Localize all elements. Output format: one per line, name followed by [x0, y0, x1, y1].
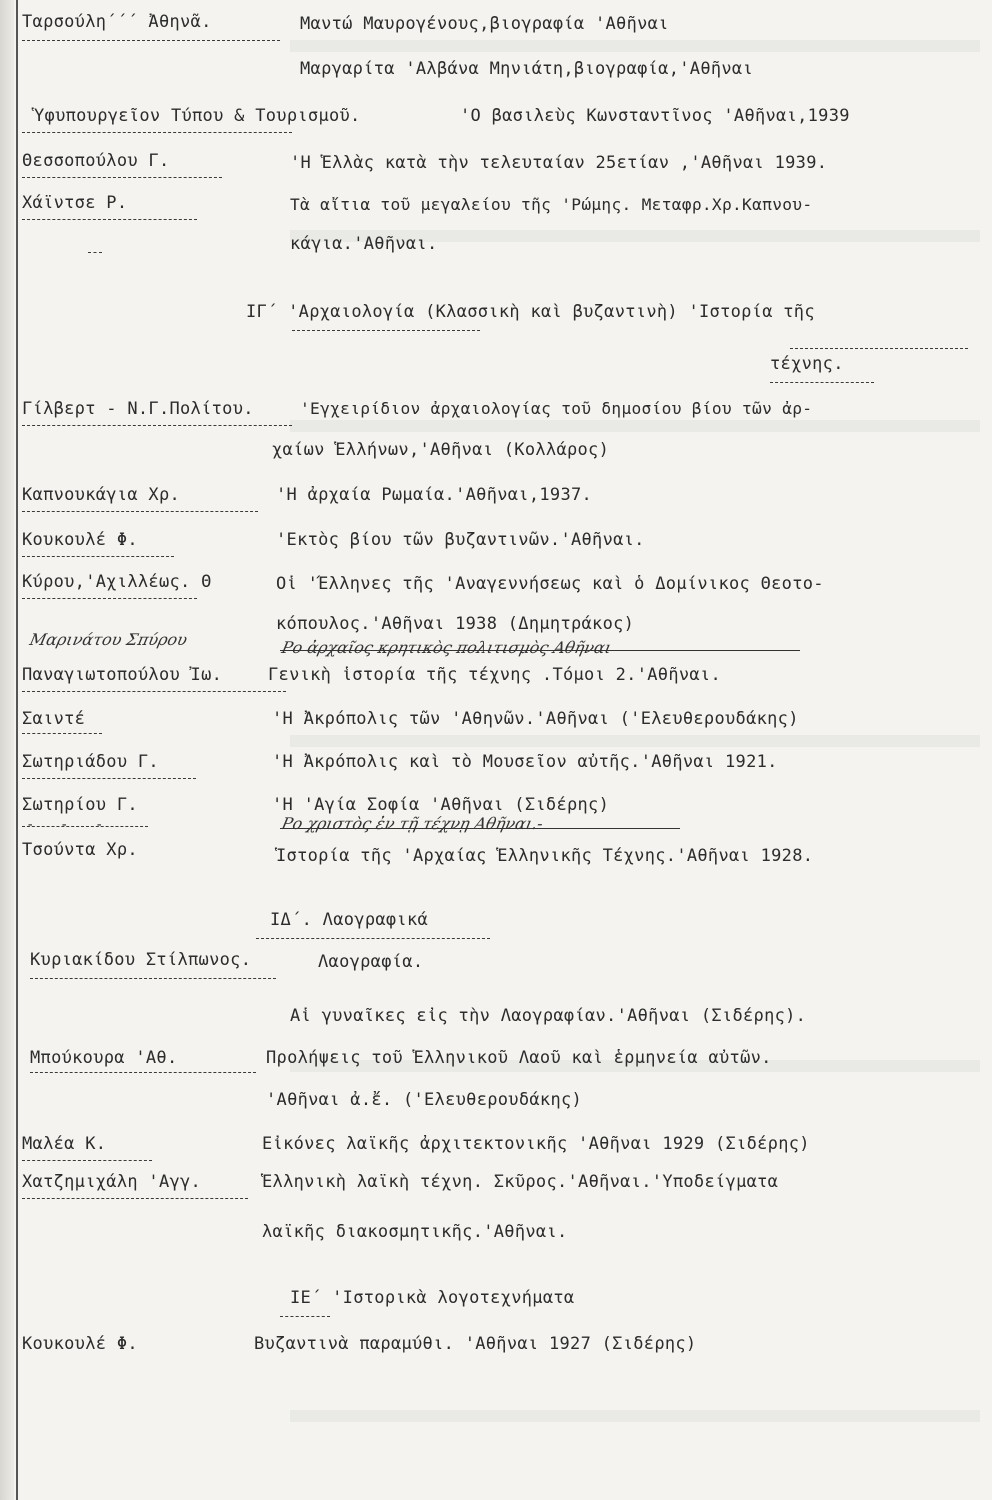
entry-title: Αἱ γυναῖκες εἰς τὴν Λαογραφίαν.'Αθῆναι (Σιδέρης). — [290, 1006, 807, 1026]
entry-title: Ἱστορία τῆς 'Αρχαίας Ἑλληνικῆς Τέχνης.'Αθῆναι 1928. — [276, 846, 814, 866]
entry-author: Γίλβερτ - Ν.Γ.Πολίτου. — [22, 399, 254, 419]
author-underline — [22, 511, 258, 512]
author-underline — [22, 132, 292, 133]
entry-title: 'Η 'Αγία Σοφία 'Αθῆναι (Σιδέρης) — [272, 795, 610, 815]
entry-title: 'Η Ἀκρόπολις καὶ τὸ Μουσεῖον αὐτῆς.'Αθῆναι 1921. — [272, 752, 778, 772]
entry-title: 'Εκτὸς βίου τῶν βυζαντινῶν.'Αθῆναι. — [276, 530, 645, 550]
entry-title: Γενικὴ ἱστορία τῆς τέχνης .Τόμοι 2.'Αθῆναι. — [268, 665, 721, 685]
section-heading: τέχνης. — [770, 354, 844, 374]
entry-author: Σωτηρίου Γ. — [22, 795, 138, 815]
entry-title: Βυζαντινὰ παραμύθι. 'Αθῆναι 1927 (Σιδέρης) — [254, 1334, 697, 1354]
entry-author: Τσούντα Χρ. — [22, 840, 138, 860]
entry-title: λαϊκῆς διακοσμητικῆς.'Αθῆναι. — [262, 1222, 568, 1242]
author-underline — [22, 556, 174, 557]
entry-author: Μαλέα Κ. — [22, 1134, 107, 1154]
handwritten-note: Ρο ἀρχαῖος κρητικὸς πολιτισμὸς Αθῆναι — [279, 638, 614, 657]
binding-line — [16, 0, 18, 1500]
binding-edge — [0, 0, 14, 1500]
entry-title: κάγια.'Αθῆναι. — [290, 234, 438, 254]
handwritten-note: Ρο χριστὸς ἐν τῇ τέχνῃ Αθῆναι.- — [279, 814, 545, 833]
entry-author: Ὑφυπουργεῖον Τύπου & Τουρισμοῦ. — [34, 106, 361, 126]
entry-title: Μαντώ Μαυρογένους,βιογραφία 'Αθῆναι — [300, 14, 669, 34]
show-through — [290, 420, 980, 432]
section-underline — [770, 382, 874, 383]
entry-author: Κουκουλέ Φ. — [22, 530, 138, 550]
section-underline — [280, 1316, 330, 1317]
entry-title: 'Η Ἑλλὰς κατὰ τὴν τελευταίαν 25ετίαν ,'Αθῆναι 1939. — [290, 153, 828, 173]
author-underline — [22, 219, 197, 220]
author-underline — [22, 40, 280, 41]
ditto-mark: - — [95, 817, 104, 833]
handwritten-author: Μαρινάτου Σπύρου — [27, 630, 190, 649]
entry-author: Χάϊντσε Ρ. — [22, 193, 128, 213]
section-underline — [256, 938, 490, 939]
author-underline — [22, 598, 197, 599]
entry-author: Ταρσούλη΄΄΄ Ἀθηνᾶ. — [22, 12, 212, 32]
entry-title: 'Αθῆναι ἀ.ἔ. ('Ελευθερουδάκης) — [266, 1090, 583, 1110]
entry-author: Μπούκουρα 'Αθ. — [30, 1048, 178, 1068]
entry-author: Χατζημιχάλη 'Αγγ. — [22, 1172, 202, 1192]
entry-title: Οἱ 'Έλληνες τῆς 'Αναγεννήσεως καὶ ὁ Δομίνικος Θεοτο- — [276, 574, 824, 594]
author-underline — [22, 733, 102, 734]
author-underline — [22, 1198, 248, 1199]
entry-title: Εἰκόνες λαϊκῆς ἀρχιτεκτονικῆς 'Αθῆναι 1929 (Σιδέρης) — [262, 1134, 810, 1154]
entry-author: Σαιντέ — [22, 709, 86, 729]
section-heading: ΙΓ΄ 'Αρχαιολογία (Κλασσικὴ καὶ βυζαντινὴ) 'Ιστορία τῆς — [246, 302, 815, 322]
entry-author: Καπνουκάγια Χρ. — [22, 485, 181, 505]
author-underline — [22, 1160, 152, 1161]
author-underline — [22, 778, 196, 779]
entry-title: Λαογραφία. — [318, 952, 424, 972]
section-heading: ΙΕ΄ 'Ιστορικὰ λογοτεχνήματα — [290, 1288, 575, 1308]
entry-author: Σωτηριάδου Γ. — [22, 752, 159, 772]
entry-author: Θεσσοπούλου Γ. — [22, 151, 170, 171]
entry-title: χαίων Ἑλλήνων,'Αθῆναι (Κολλάρος) — [272, 440, 610, 460]
entry-title: 'Η Ἀκρόπολις τῶν 'Αθηνῶν.'Αθῆναι ('Ελευθερουδάκης) — [272, 709, 799, 729]
entry-title: Προλήψεις τοῦ Ἑλληνικοῦ Λαοῦ καὶ ἑρμηνεία αὐτῶν. — [266, 1048, 772, 1068]
author-underline — [22, 425, 292, 426]
author-underline — [22, 691, 286, 692]
section-heading: ΙΔ΄. Λαογραφικά — [270, 910, 429, 930]
show-through — [290, 735, 980, 747]
entry-author: Κουκουλέ Φ. — [22, 1334, 138, 1354]
author-underline — [30, 1072, 256, 1073]
entry-title: 'Η ἀρχαία Ρωμαία.'Αθῆναι,1937. — [276, 485, 593, 505]
ditto-mark: - — [26, 817, 35, 833]
entry-author: Κυριακίδου Στίλπωνος. — [30, 950, 252, 970]
entry-author: Κύρου,'Αχιλλέως. Θ — [22, 572, 212, 592]
entry-title: Μαργαρίτα 'Αλβάνα Μηνιάτη,βιογραφία,'Αθῆναι — [300, 59, 753, 79]
show-through — [290, 40, 980, 52]
entry-title: Τὰ αἴτια τοῦ μεγαλείου τῆς 'Ρώμης. Μεταφρ.Χρ.Καπνου- — [290, 195, 813, 214]
author-underline — [30, 978, 276, 979]
ditto-mark: - — [60, 817, 69, 833]
author-underline — [22, 177, 222, 178]
entry-title: κόπουλος.'Αθῆναι 1938 (Δημητράκος) — [276, 614, 635, 634]
entry-title: 'Ο βασιλεὺς Κωνσταντῖνος 'Αθῆναι,1939 — [460, 106, 850, 126]
dash-mark — [88, 252, 102, 253]
section-underline — [790, 348, 968, 349]
entry-title: 'Εγχειρίδιον ἀρχαιολογίας τοῦ δημοσίου βίου τῶν ἀρ- — [300, 399, 813, 418]
entry-title: Ἑλληνικὴ λαϊκὴ τέχνη. Σκῦρος.'Αθῆναι.'Υποδείγματα — [262, 1172, 779, 1192]
section-underline — [292, 330, 480, 331]
entry-author: Παναγιωτοπούλου Ἰω. — [22, 665, 223, 685]
handwritten-strike — [280, 650, 800, 651]
handwritten-strike — [280, 828, 680, 829]
author-underline — [22, 826, 148, 827]
show-through — [290, 1410, 980, 1422]
